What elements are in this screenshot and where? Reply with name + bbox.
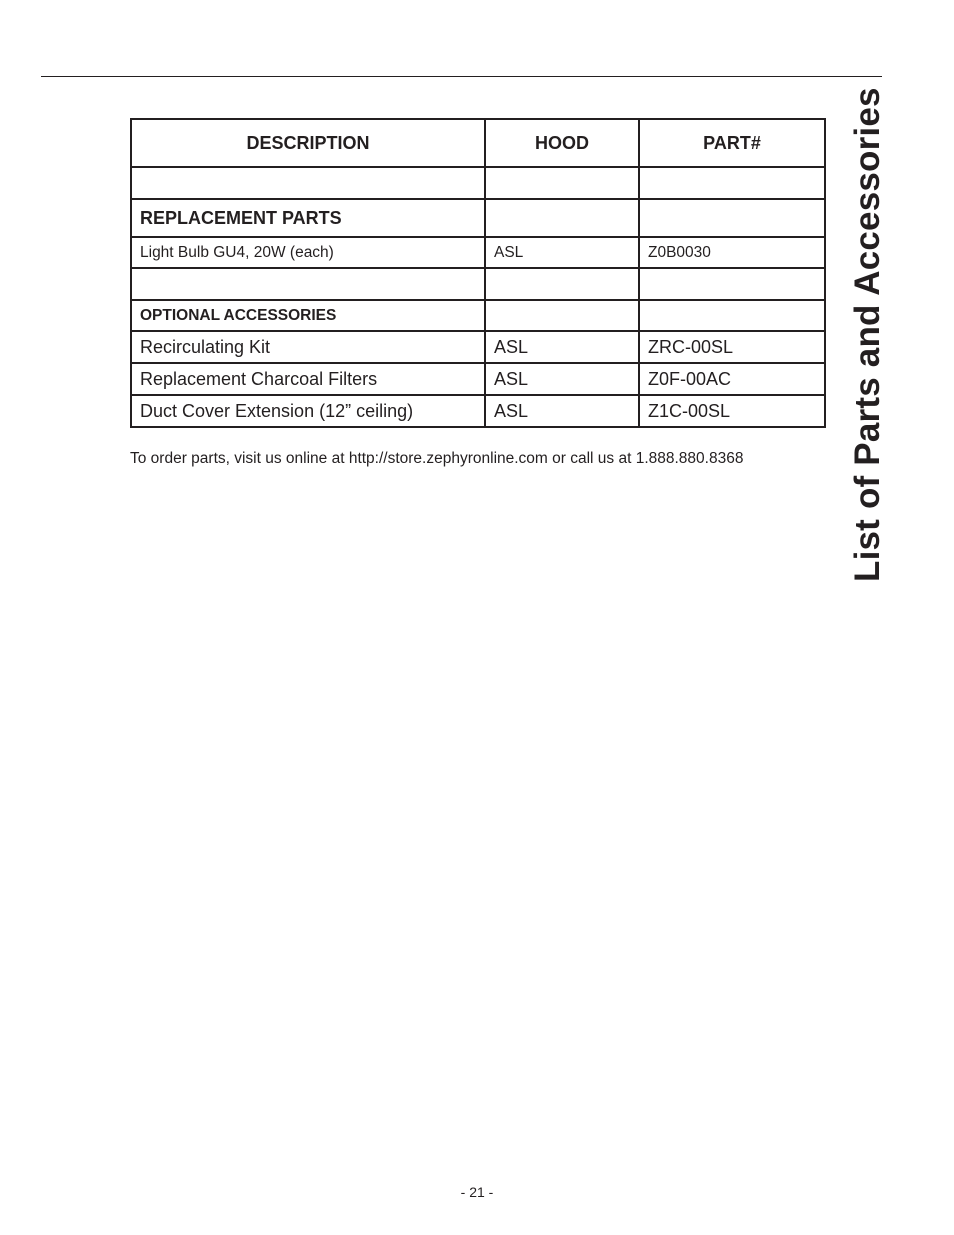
cell-description: Replacement Charcoal Filters	[131, 363, 485, 395]
section-row-replacement	[131, 199, 825, 237]
cell-hood: ASL	[485, 395, 639, 427]
blank-row	[131, 167, 825, 199]
table-row	[131, 395, 825, 427]
blank-row	[131, 268, 825, 300]
table-row	[131, 237, 825, 268]
cell-part-number: ZRC-00SL	[639, 331, 825, 363]
table-row	[131, 331, 825, 363]
cell-hood: ASL	[485, 363, 639, 395]
cell-description: Duct Cover Extension (12” ceiling)	[131, 395, 485, 427]
table-header-row	[131, 119, 825, 167]
cell-description: Light Bulb GU4, 20W (each)	[131, 237, 485, 268]
page-number: - 21 -	[460, 1184, 494, 1200]
order-note: To order parts, visit us online at http://store.zephyronline.com or call us at 1.888.880.8368	[130, 450, 744, 467]
cell-part-number: Z0F-00AC	[639, 363, 825, 395]
cell-hood: ASL	[485, 331, 639, 363]
section-row-optional	[131, 300, 825, 331]
section-label-optional: OPTIONAL ACCESSORIES	[131, 300, 485, 331]
header-hood: HOOD	[485, 119, 639, 167]
parts-table	[130, 118, 826, 428]
header-rule	[41, 76, 882, 77]
section-label-replacement: REPLACEMENT PARTS	[131, 199, 485, 237]
header-description: DESCRIPTION	[131, 119, 485, 167]
header-part-number: PART#	[639, 119, 825, 167]
section-title: List of Parts and Accessories	[848, 87, 887, 582]
table-row	[131, 363, 825, 395]
cell-description: Recirculating Kit	[131, 331, 485, 363]
cell-part-number: Z0B0030	[639, 237, 825, 268]
cell-part-number: Z1C-00SL	[639, 395, 825, 427]
cell-hood: ASL	[485, 237, 639, 268]
